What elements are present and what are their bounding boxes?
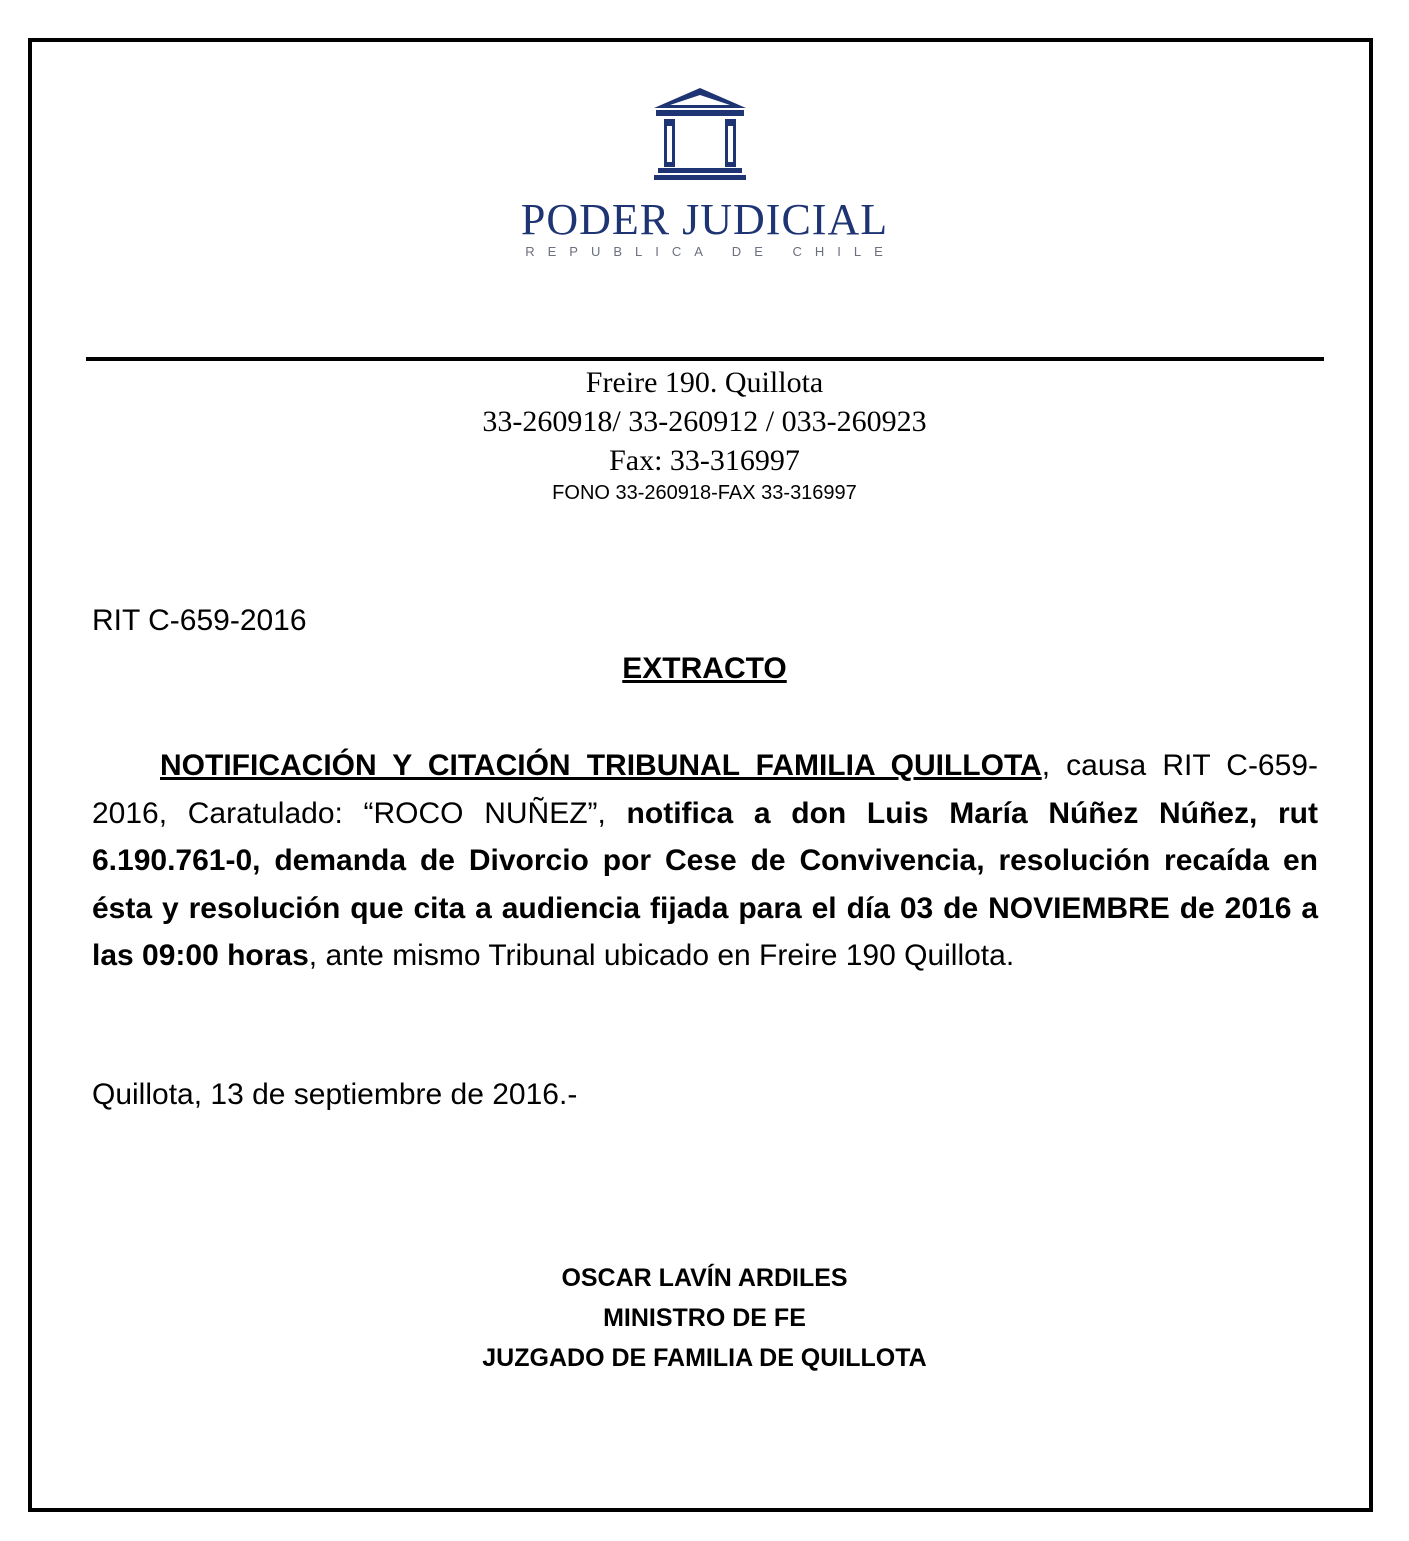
document-heading: EXTRACTO — [622, 652, 787, 685]
header-divider — [86, 357, 1324, 361]
signatory-role: MINISTRO DE FE — [603, 1304, 806, 1332]
signatory-name: OSCAR LAVÍN ARDILES — [561, 1264, 848, 1292]
rit-number: RIT C-659-2016 — [92, 604, 307, 637]
courthouse-logo-icon — [650, 86, 750, 186]
logo-subtitle: REPUBLICA DE CHILE — [525, 244, 896, 259]
notice-text-bold: notifica a don Luis María Núñez Núñez, rut 6.190.761-0, demanda de Divorcio por Cese de Convivencia, resolución recaída en ésta y resolución que cita a audiencia fijada para el día 03 de NOVIEMBRE de 2016 a las 09:00 horas — [92, 796, 1319, 972]
phone-line: 33-260918/ 33-260912 / 033-260923 — [482, 405, 927, 438]
notice-text-1: , causa RIT C-659-2016, Caratulado: “ROCO NUÑEZ”, — [92, 749, 1318, 830]
notice-text-2: , ante mismo Tribunal ubicado en Freire 190 Quillota. — [308, 939, 1015, 972]
logo-title: PODER JUDICIAL — [520, 195, 889, 244]
notice-title: NOTIFICACIÓN Y CITACIÓN TRIBUNAL FAMILIA QUILLOTA — [160, 749, 1042, 782]
notice-paragraph — [92, 742, 1318, 980]
date-line: Quillota, 13 de septiembre de 2016.- — [92, 1078, 578, 1111]
address-line: Freire 190. Quillota — [585, 366, 824, 399]
fax-line: Fax: 33-316997 — [609, 444, 800, 477]
signatory-court: JUZGADO DE FAMILIA DE QUILLOTA — [482, 1344, 927, 1372]
fono-fax-line: FONO 33-260918-FAX 33-316997 — [552, 482, 857, 504]
